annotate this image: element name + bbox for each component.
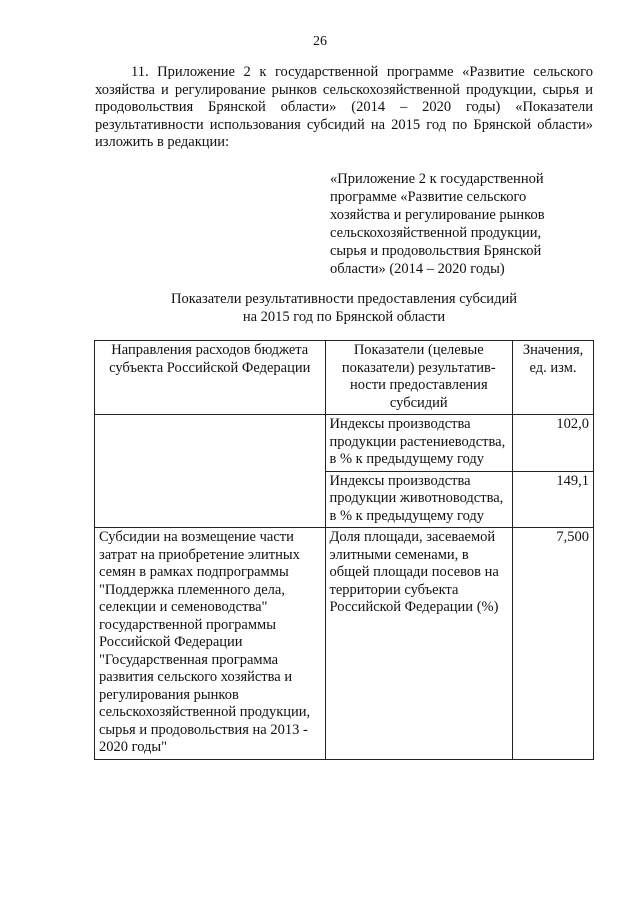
cell-indicator: Индексы производства продукции животноводства, в % к предыдущему году (325, 471, 513, 528)
cell-value: 102,0 (513, 415, 594, 472)
table-title-line: Показатели результативности предоставления субсидий (171, 291, 517, 307)
appendix-line: хозяйства и регулирование рынков (330, 207, 545, 223)
cell-direction: Субсидии на возмещение части затрат на приобретение элитных семян в рамках подпрограммы "Поддержка племенного дела, селекции и семеноводства" государственной программы Российской Федерации "Государственная программа развития сельского хозяйства и регулирования рынков сельскохозяйственной продукции, сырья и продовольствия на 2013 - 2020 годы" (95, 528, 326, 760)
appendix-line: сельскохозяйственной продукции, (330, 225, 542, 241)
cell-value: 7,500 (513, 528, 594, 760)
appendix-reference (330, 170, 580, 278)
cell-value: 149,1 (513, 471, 594, 528)
header-indicator: Показатели (целевые показатели) результатив-ности предоставления субсидий (325, 341, 513, 415)
cell-indicator: Индексы производства продукции растениеводства, в % к предыдущему году (325, 415, 513, 472)
table-title-line: на 2015 год по Брянской области (242, 309, 446, 325)
header-direction: Направления расходов бюджета субъекта Российской Федерации (95, 341, 326, 415)
appendix-line: сырья и продовольствия Брянской (330, 243, 542, 259)
table-header-row (95, 341, 594, 415)
appendix-line: программе «Развитие сельского (330, 189, 527, 205)
table-row (95, 415, 594, 472)
table-title (95, 290, 593, 326)
intro-paragraph: 11. Приложение 2 к государственной программе «Развитие сельского хозяйства и регулирование рынков сельскохозяйственной продукции, сырья и продовольствия Брянской области» (2014 – 2020 годы) «Показатели результативности использования субсидий на 2015 год по Брянской области» изложить в редакции: (95, 64, 593, 150)
indicators-table (94, 340, 594, 760)
table-row (95, 528, 594, 760)
cell-direction (95, 415, 326, 528)
cell-indicator: Доля площади, засеваемой элитными семенами, в общей площади посевов на территории субъекта Российской Федерации (%) (325, 528, 513, 760)
page-number: 26 (313, 34, 327, 49)
appendix-line: «Приложение 2 к государственной (330, 171, 544, 187)
appendix-line: области» (2014 – 2020 годы) (330, 261, 505, 277)
header-value: Значения, ед. изм. (513, 341, 594, 415)
